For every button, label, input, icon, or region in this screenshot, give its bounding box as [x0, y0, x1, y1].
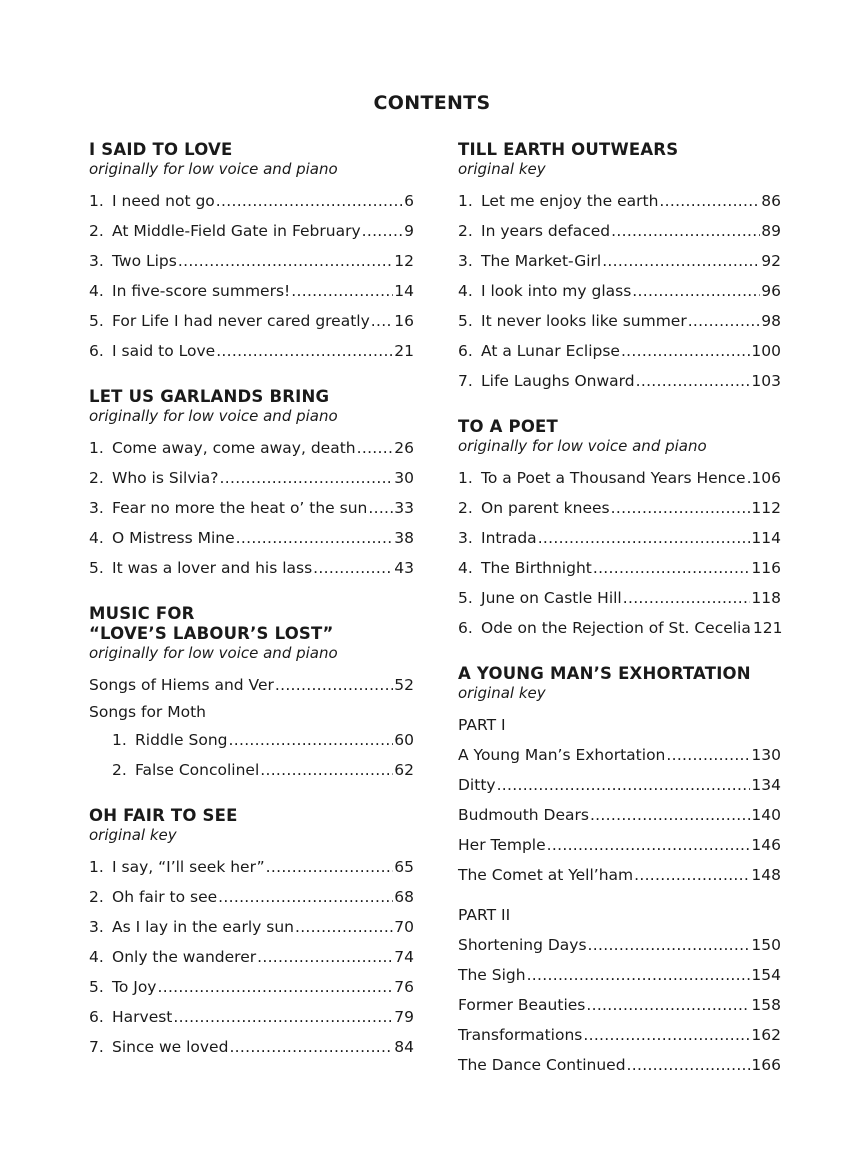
toc-entry[interactable]: [458, 930, 781, 960]
toc-entry[interactable]: [458, 583, 781, 613]
entry-title: Oh fair to see: [112, 888, 218, 906]
entry-page: 96: [761, 282, 781, 300]
entry-page: 52: [394, 676, 414, 694]
entry-title: Harvest: [112, 1008, 173, 1026]
entry-title: The Comet at Yell’ham: [458, 866, 634, 884]
dot-leader: [636, 366, 751, 396]
entry-page: 79: [394, 1008, 414, 1026]
dot-leader: [634, 860, 750, 890]
entry-title: In five-score summers!: [112, 282, 291, 300]
entry-number: 1.: [89, 858, 104, 876]
entry-page: 38: [394, 529, 414, 547]
entry-title: Since we loved: [112, 1038, 229, 1056]
entry-page: 148: [751, 866, 781, 884]
dot-leader: [611, 216, 760, 246]
entry-title: O Mistress Mine: [112, 529, 235, 547]
toc-entry[interactable]: [89, 553, 414, 583]
dot-leader: [178, 246, 393, 276]
toc-entry[interactable]: [89, 306, 414, 336]
dot-leader: [602, 246, 760, 276]
entry-number: 3.: [458, 529, 473, 547]
entry-page: 6: [404, 192, 414, 210]
entry-number: 2.: [89, 222, 104, 240]
dot-leader: [291, 276, 393, 306]
dot-leader: [583, 1020, 750, 1050]
toc-entry[interactable]: [89, 276, 414, 306]
entry-page: 16: [394, 312, 414, 330]
entry-title: The Sigh: [458, 966, 526, 984]
entry-number: 4.: [458, 282, 473, 300]
page-title: CONTENTS: [373, 92, 491, 114]
section-subtitle: original key: [89, 826, 177, 844]
entry-title: A Young Man’s Exhortation: [458, 746, 666, 764]
entry-title: To Joy: [112, 978, 157, 996]
section-i-said-to-love: [89, 140, 414, 366]
toc-entry[interactable]: [458, 493, 781, 523]
entry-number: 2.: [458, 499, 473, 517]
section-subtitle: originally for low voice and piano: [89, 644, 338, 662]
entry-title: I look into my glass: [481, 282, 632, 300]
entry-title: In years defaced: [481, 222, 611, 240]
entry-page: 12: [394, 252, 414, 270]
entry-title: On parent knees: [481, 499, 610, 517]
entry-page: 150: [751, 936, 781, 954]
entry-number: 6.: [89, 342, 104, 360]
entry-title: Riddle Song: [135, 731, 228, 749]
entry-number: 5.: [89, 978, 104, 996]
toc-entry[interactable]: [458, 1050, 781, 1080]
dot-leader: [216, 336, 393, 366]
left-column: [89, 140, 414, 1083]
toc-entry[interactable]: [89, 246, 414, 276]
toc-entry[interactable]: [458, 740, 781, 770]
section-subtitle: originally for low voice and piano: [458, 437, 707, 455]
dot-leader: [257, 942, 393, 972]
toc-entry[interactable]: [89, 186, 414, 216]
dot-leader: [220, 463, 394, 493]
entry-page: 86: [761, 192, 781, 210]
dot-leader: [666, 740, 750, 770]
dot-leader: [611, 493, 751, 523]
entry-number: 5.: [458, 312, 473, 330]
entry-number: 1.: [89, 439, 104, 457]
entry-page: 9: [404, 222, 414, 240]
entry-number: 2.: [89, 469, 104, 487]
entry-title: Come away, come away, death: [112, 439, 356, 457]
entry-number: 1.: [458, 192, 473, 210]
dot-leader: [229, 725, 394, 755]
part-label: PART II: [458, 906, 511, 924]
entry-number: 3.: [89, 499, 104, 517]
entry-page: 146: [751, 836, 781, 854]
entry-page: 106: [751, 469, 781, 487]
entry-number: 4.: [458, 559, 473, 577]
dot-leader: [623, 583, 751, 613]
entry-title: I need not go: [112, 192, 215, 210]
section-oh-fair-to-see: [89, 806, 414, 1062]
toc-entry[interactable]: [458, 216, 781, 246]
entry-number: 7.: [89, 1038, 104, 1056]
entry-title: The Birthnight: [481, 559, 592, 577]
entry-page: 166: [751, 1056, 781, 1074]
toc-entry[interactable]: [458, 960, 781, 990]
entry-page: 76: [394, 978, 414, 996]
entry-page: 30: [394, 469, 414, 487]
entry-title: Her Temple: [458, 836, 546, 854]
section-title: OH FAIR TO SEE: [89, 806, 238, 825]
dot-leader: [627, 1050, 751, 1080]
dot-leader: [260, 755, 393, 785]
entry-number: 5.: [89, 559, 104, 577]
entry-number: 1.: [458, 469, 473, 487]
toc-entry[interactable]: [89, 942, 414, 972]
toc-entry[interactable]: [458, 990, 781, 1020]
entry-number: 3.: [89, 918, 104, 936]
dot-leader: [173, 1002, 393, 1032]
toc-entry[interactable]: [458, 306, 781, 336]
dot-leader: [236, 523, 394, 553]
entry-page: 114: [751, 529, 781, 547]
entry-number: 4.: [89, 529, 104, 547]
dot-leader: [590, 800, 750, 830]
dot-leader: [547, 830, 751, 860]
entry-title: False Concolinel: [135, 761, 260, 779]
entry-page: 14: [394, 282, 414, 300]
entry-title: As I lay in the early sun: [112, 918, 294, 936]
toc-entry[interactable]: [458, 553, 781, 583]
toc-entry[interactable]: [89, 433, 414, 463]
entry-title: At a Lunar Eclipse: [481, 342, 620, 360]
entry-page: 112: [751, 499, 781, 517]
section-till-earth-outwears: [458, 140, 781, 396]
dot-leader: [588, 930, 751, 960]
toc-entry[interactable]: [458, 830, 781, 860]
subgroup-label: Songs for Moth: [89, 703, 206, 721]
dot-leader: [621, 336, 750, 366]
section-title: LET US GARLANDS BRING: [89, 387, 330, 406]
entry-title: For Life I had never cared greatly: [112, 312, 370, 330]
entry-page: 118: [751, 589, 781, 607]
dot-leader: [538, 523, 751, 553]
entry-title: Life Laughs Onward: [481, 372, 635, 390]
entry-title: Let me enjoy the earth: [481, 192, 659, 210]
section-subtitle: originally for low voice and piano: [89, 160, 338, 178]
toc-entry[interactable]: [458, 770, 781, 800]
dot-leader: [497, 770, 751, 800]
entry-title: It was a lover and his lass: [112, 559, 313, 577]
toc-entry[interactable]: [89, 1002, 414, 1032]
toc-entry[interactable]: [89, 523, 414, 553]
entry-page: 70: [394, 918, 414, 936]
entry-number: 6.: [89, 1008, 104, 1026]
entry-page: 74: [394, 948, 414, 966]
dot-leader: [218, 882, 393, 912]
entry-page: 21: [394, 342, 414, 360]
entry-title: I said to Love: [112, 342, 216, 360]
toc-entry[interactable]: [458, 366, 781, 396]
entry-number: 7.: [458, 372, 473, 390]
entry-title: It never looks like summer: [481, 312, 687, 330]
entry-number: 1.: [89, 192, 104, 210]
entry-title: To a Poet a Thousand Years Hence: [481, 469, 746, 487]
entry-page: 116: [751, 559, 781, 577]
toc-entry[interactable]: [458, 613, 781, 643]
toc-entry[interactable]: [458, 336, 781, 366]
section-let-us-garlands-bring: [89, 387, 414, 583]
entry-page: 162: [751, 1026, 781, 1044]
entry-title: Fear no more the heat o’ the sun: [112, 499, 368, 517]
toc-entry[interactable]: [89, 912, 414, 942]
section-title: TO A POET: [458, 417, 558, 436]
dot-leader: [216, 186, 403, 216]
dot-leader: [295, 912, 393, 942]
entry-number: 2.: [89, 888, 104, 906]
toc-entry[interactable]: [89, 725, 414, 755]
toc-entry[interactable]: [89, 463, 414, 493]
dot-leader: [747, 463, 751, 493]
section-title: TILL EARTH OUTWEARS: [458, 140, 679, 159]
section-music-for-loves-labours-lost: [89, 604, 414, 785]
toc-entry[interactable]: [458, 800, 781, 830]
entry-page: 26: [394, 439, 414, 457]
entry-page: 89: [761, 222, 781, 240]
dot-leader: [593, 553, 751, 583]
entry-page: 84: [394, 1038, 414, 1056]
dot-leader: [527, 960, 751, 990]
dot-leader: [157, 972, 393, 1002]
toc-entry[interactable]: [458, 186, 781, 216]
entry-page: 33: [394, 499, 414, 517]
entry-page: 158: [751, 996, 781, 1014]
section-subtitle: original key: [458, 160, 546, 178]
entry-page: 140: [751, 806, 781, 824]
entry-number: 5.: [89, 312, 104, 330]
entry-title: At Middle-Field Gate in February: [112, 222, 361, 240]
toc-entry[interactable]: [458, 523, 781, 553]
section-subtitle: original key: [458, 684, 546, 702]
toc-entry[interactable]: [89, 493, 414, 523]
entry-page: 154: [751, 966, 781, 984]
dot-leader: [632, 276, 760, 306]
entry-page: 100: [751, 342, 781, 360]
entry-number: 2.: [458, 222, 473, 240]
toc-entry[interactable]: [458, 276, 781, 306]
entry-number: 4.: [89, 948, 104, 966]
toc-entry[interactable]: [89, 755, 414, 785]
entry-title: Ode on the Rejection of St. Cecelia: [481, 619, 751, 637]
dot-leader: [659, 186, 760, 216]
entry-page: 134: [751, 776, 781, 794]
entry-number: 3.: [89, 252, 104, 270]
entry-title: The Market-Girl: [481, 252, 602, 270]
dot-leader: [368, 493, 393, 523]
entry-page: 65: [394, 858, 414, 876]
entry-page: 62: [394, 761, 414, 779]
entry-title: Intrada: [481, 529, 537, 547]
entry-number: 5.: [458, 589, 473, 607]
entry-title: Two Lips: [112, 252, 177, 270]
toc-entry[interactable]: [89, 336, 414, 366]
entry-page: 60: [394, 731, 414, 749]
dot-leader: [586, 990, 750, 1020]
entry-page: 98: [761, 312, 781, 330]
dot-leader: [371, 306, 393, 336]
entry-title: Former Beauties: [458, 996, 586, 1014]
entry-number: 6.: [458, 619, 473, 637]
entry-number: 3.: [458, 252, 473, 270]
entry-number: 1.: [112, 731, 127, 749]
toc-entry[interactable]: [89, 670, 414, 700]
toc-entry[interactable]: [89, 852, 414, 882]
entry-number: 2.: [112, 761, 127, 779]
dot-leader: [229, 1032, 393, 1062]
part-label: PART I: [458, 716, 506, 734]
toc-entry[interactable]: [89, 1032, 414, 1062]
section-title: I SAID TO LOVE: [89, 140, 233, 159]
toc-entry[interactable]: [458, 246, 781, 276]
entry-page: 103: [751, 372, 781, 390]
entry-title: Who is Silvia?: [112, 469, 219, 487]
entry-title: Transformations: [458, 1026, 583, 1044]
toc-entry[interactable]: [89, 216, 414, 246]
entry-title: Ditty: [458, 776, 496, 794]
entry-page: 68: [394, 888, 414, 906]
right-column: [458, 140, 781, 1101]
section-subtitle: originally for low voice and piano: [89, 407, 338, 425]
toc-entry[interactable]: [458, 463, 781, 493]
entry-title: Songs of Hiems and Ver: [89, 676, 274, 694]
dot-leader: [266, 852, 394, 882]
entry-title: The Dance Continued: [458, 1056, 626, 1074]
toc-entry[interactable]: [89, 972, 414, 1002]
entry-title: June on Castle Hill: [481, 589, 622, 607]
entry-page: 121: [752, 619, 783, 637]
section-title: MUSIC FOR: [89, 604, 195, 623]
toc-entry[interactable]: [458, 1020, 781, 1050]
entry-page: 130: [751, 746, 781, 764]
entry-title: Shortening Days: [458, 936, 587, 954]
dot-leader: [275, 670, 393, 700]
entry-title: Budmouth Dears: [458, 806, 589, 824]
dot-leader: [688, 306, 761, 336]
dot-leader: [362, 216, 404, 246]
section-to-a-poet: [458, 417, 781, 643]
dot-leader: [357, 433, 394, 463]
entry-title: Only the wanderer: [112, 948, 257, 966]
dot-leader: [313, 553, 393, 583]
section-a-young-mans-exhortation: [458, 664, 781, 1080]
toc-entry[interactable]: [458, 860, 781, 890]
entry-number: 4.: [89, 282, 104, 300]
entry-page: 92: [761, 252, 781, 270]
entry-title: I say, “I’ll seek her”: [112, 858, 265, 876]
entry-number: 6.: [458, 342, 473, 360]
entry-page: 43: [394, 559, 414, 577]
toc-entry[interactable]: [89, 882, 414, 912]
section-title-line2: “LOVE’S LABOUR’S LOST”: [89, 624, 334, 643]
section-title: A YOUNG MAN’S EXHORTATION: [458, 664, 751, 683]
